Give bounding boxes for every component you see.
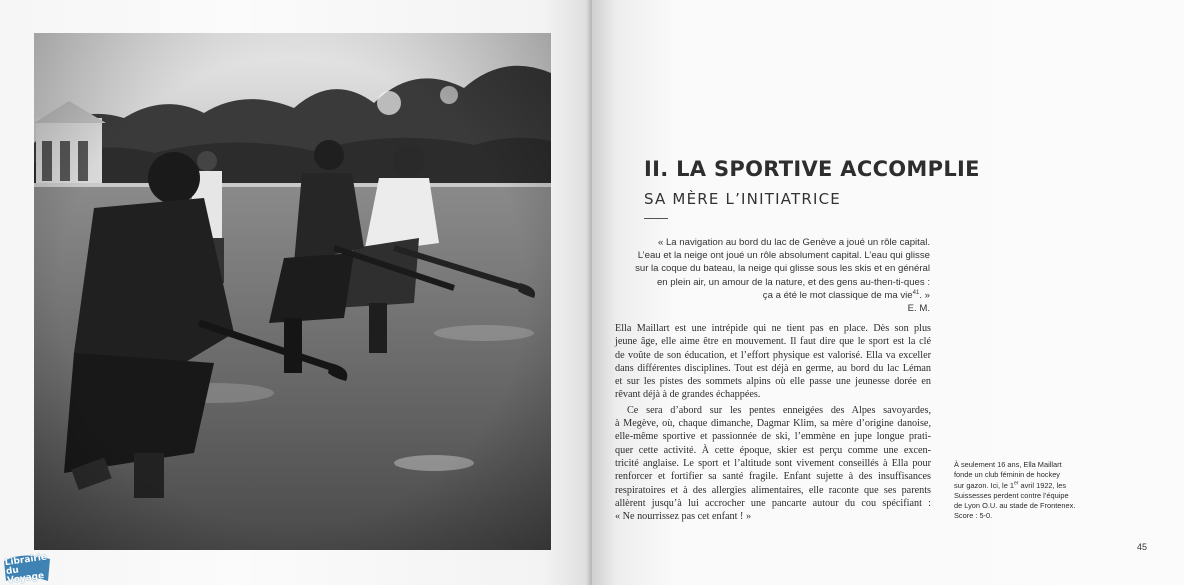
chapter-title: II. LA SPORTIVE ACCOMPLIE [644, 157, 980, 181]
epigraph-author: E. M. [907, 303, 930, 315]
body-line: respiratoires et à des allergies alimentaires, elle raconte que ses parents [615, 484, 931, 496]
epigraph-last-end: . » [919, 289, 930, 301]
title-divider [644, 218, 668, 219]
epigraph-line: sur la coque du bateau, la neige qui glisse sous les skis et en général [635, 263, 930, 275]
footnote-ref: 41 [912, 289, 920, 296]
body-line: de voûte de son éducation, et l’effort physique est valorisé. Ella va exceller [615, 349, 931, 361]
body-line: Ella Maillart est une intrépide qui ne tient pas en place. Dès son plus [615, 323, 931, 334]
body-line: jeune âge, elle aime être en mouvement. Il faut dire que le sport est la clé [615, 336, 931, 348]
epigraph-quote [628, 236, 930, 315]
body-line: allèrent jusqu’à lui accrocher une pancarte autour du cou spécifiant : [615, 497, 931, 509]
epigraph-last-text: ça a été le mot classique de ma vie [762, 289, 913, 301]
body-text [615, 322, 931, 523]
caption-superscript: er [1013, 480, 1019, 487]
body-line: et sur les pistes des sommets alpins où elle passe une jeunesse dorée en [615, 376, 931, 388]
section-subtitle: SA MÈRE L’INITIATRICE [644, 190, 841, 208]
epigraph-line: en plein air, un amour de la nature, et des gens au-then-ti-ques : [656, 276, 930, 288]
watermark-line-1: Librairie [4, 552, 48, 569]
body-line: renforcer et fortifier sa santé fragile. Enfant sujette à des insuffisances [615, 471, 931, 483]
bookstore-watermark-logo [2, 552, 52, 587]
caption-line: Score : 5-0. [954, 511, 993, 521]
page-number: 45 [1137, 542, 1148, 552]
body-line: tricité anglaise. Le sport et l’altitude sont vivement conseillés à Ella pour [615, 457, 931, 469]
caption-line: Suissesses perdent contre l’équipe [954, 490, 1069, 500]
epigraph-line: L’eau et la neige ont joué un rôle absolument capital. L’eau qui glisse [637, 250, 930, 262]
epigraph-line: « La navigation au bord du lac de Genève a joué un rôle capital. [657, 237, 930, 248]
hockey-photo-illustration [34, 33, 551, 550]
body-line: rêvant déjà à de grandes échappées. [615, 389, 761, 401]
caption-line [954, 481, 1074, 491]
caption-text: avril 1922, les [1018, 480, 1067, 490]
body-line: quer cette activité. À cette époque, skier est perçu comme une excen- [615, 444, 931, 456]
photo-caption [954, 460, 1074, 522]
body-line: Ce sera d’abord sur les pentes enneigées des Alpes savoyardes, [627, 404, 931, 416]
caption-line: de Lyon O.U. au stade de Frontenex. [954, 501, 1076, 511]
left-page [0, 0, 592, 585]
watermark-line-2: du Voyage [5, 565, 45, 587]
hockey-photo [34, 33, 551, 550]
epigraph-last-line [628, 289, 930, 302]
body-line: « Ne nourrissez pas cet enfant ! » [615, 511, 752, 523]
caption-line: fonde un club féminin de hockey [954, 470, 1061, 480]
caption-text: sur gazon. Ici, le 1 [954, 480, 1014, 490]
caption-line: À seulement 16 ans, Ella Maillart [954, 460, 1062, 469]
body-line: elle-même sportive et passionnée de ski, l’emmène en jupe longue prati- [615, 431, 931, 443]
body-line: dans différentes disciplines. Tout est déjà en germe, au bord du lac Léman [615, 362, 931, 374]
body-line: à Megève, où, chaque dimanche, Dagmar Klim, sa mère d’origine danoise, [615, 418, 931, 430]
